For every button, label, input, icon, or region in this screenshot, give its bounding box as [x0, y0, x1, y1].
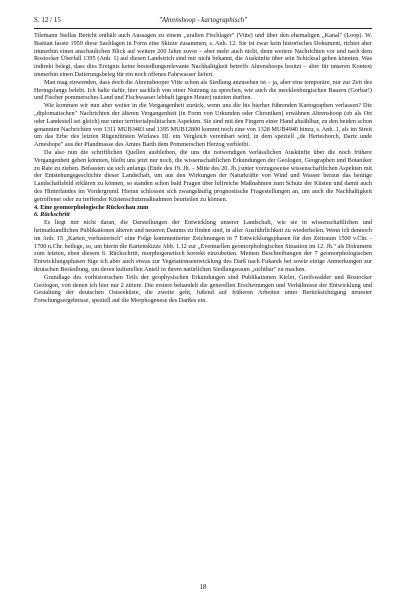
page-header	[34, 16, 372, 29]
document-body	[34, 32, 372, 305]
section-heading: 4. Eine geomorphologische Rückschau zum	[34, 203, 149, 211]
header-title: "Ahrenshoop - kartographisch"	[158, 16, 248, 24]
page-number: 18	[199, 583, 207, 591]
paragraph: Man mag einwenden, dass doch die Ahrenshooper Vitte schon als Siedlung anzusehen ist – ja, aber eine temporäre, nur zur Zeit des Heringsfangs belebt. Ich halte dafür, hier sachlich von einer Nutzung zu sprechen, wie auch die mecklenburgischen Bauern (Gorbar!) und Fischer pommersches Land und Fischwasser lebhaft (gegen Heuer) nutzten durften.	[34, 78, 372, 102]
paragraph: Wie kommen wir nun aber weiter in die Vergangenheit zurück, wenn uns die bis hierher führenden Kartographen verlassen? Die „diplomatischen" Nachrichten der älteren Vergangenheit (in Form von Urkunden oder Chroniken) erwähnen Ahrenshoop (ob als Ort oder Landestell sei gleich) nur unter territorialpolitischen Aspekten. Sie sind mit den Fingern einer Hand abzählbar, zu den beiden schon genannten Nachrichten von 1311 MUB3483 und 1395 MUB12800 kommt noch eine von 1328 MUB4940 hinzu, s. Anh. 1, als im Streit um das Erbe des letzten Rügenfürsten Wizlaws III. ein Vergleich vereinbart wird, in dem speziell „de Hertesborch, Dartz unde Arneshope" aus der Pfandmasse des Amtes Barth dem Pommerschen Herzog verbleibt.	[34, 102, 372, 149]
header-page-ref: S. 12 / 15	[34, 16, 61, 24]
paragraph: Grundlage des vorhistorischen Teils der geophysischen Erkundungen sind Publikationen Kieler, Greifswalder und Rostocker Geologen, von denen ich hier nur 2 zitiere. Die erstere behandelt die generellen Erscheinungen und Verhältnisse der Entwicklung und Gestaltung der deutschen Ostseeküste, die zweite geht, fußend auf früheren Arbeiten unter Berücksichtigung neuester Forschungsergebnisse, speziell auf die Morphogenese des Darßes ein.	[34, 273, 372, 305]
paragraph: Tilemann Stellas Bericht enthält auch Aussagen zu einem „uralten Fischlager" (Vitte) und über den ehemaligen „Kanal" (Loop). W. Bastian fasste 1959 diese Sachlagen in Form eine Skizze zusammen, s. Anh. 12. Sie ist zwar kein historisches Dokument, richtet aber immerhin einen anschaulichen Blick auf weitere 200 Jahre zuvor – aber mehr auch nicht, denn weitere Nachrichten vor und nach dem Rostocker Überfall 1395 (Anh. 1) auf diesen Landstrich sind mir nicht bekannt, die Auskünfte über sein Schicksal geben könnten. Was indirekt belegt, dass dies Ereignis keine besiedlungsrelevante Nachhaltigkeit betreffs Ahrenshoops besitzt – aber für unseren Kontext immerhin einen Datierungsbeleg für ein noch offenes Fahrwasser liefert.	[34, 32, 372, 78]
paragraph: Es liegt mir nicht daran, die Darstellungen der Entwicklung unserer Landschaft, wie sie in wissenschaftlichen und heimatkundlichen Publikationen älteren und neueren Datums zu finden sind, in aller Ausführlichkeit zu wiederholen. Wenn ich dennoch im Anh. 15 „Karten_vorhistorisch" eine Folge kommentierter Zeichnungen in 7 Entwicklungsphasen für den Zeitraum 1500 v.Chr. - 1700 n.Chr. beilege, so, um hierin die Kartenskizze Abb. 1.12 zur „Eventuellen geomorphologischen Situation im 12. Jh." als Dokument zum letzten, eben diesem 6. Rückschritt, morphogenetisch korrekt einzubetten. Meinen Beschreibungen der 7 geomorphologischen Entwicklungsphasen füge ich aber auch etwas zur Vegetationsentwicklung des Darß nach Fukarek bei sowie einige Anmerkungen zur deutschen Besiedlung, um deren kulturellen Anteil in ihrem natürlichen Siedlungsraum „sichtbar" zu machen.	[34, 219, 372, 273]
section-subheading: 6. Rückschritt	[34, 211, 70, 219]
paragraph: Da also nun die schriftlichen Quellen ausbleiben, die uns die notwendigen verlässlichen Auskünfte über die noch frühere Vergangenheit geben könnten, bleibt uns jetzt nur noch, die wissenschaftlichen Erkundungen der Geologen, Geographen und Botaniker zu Rate zu ziehen. Befassten sie sich anfangs (Ende des 19. Jh. – Mitte des 20. Jh.) unter vorzugsweise wissenschaftlichen Aspekten mit der Entstehungsgeschichte dieser Landschaft, um aus den Wirkungen der Naturkräfte von Wind und Wasser heraus das heutige Landschaftsbild erklären zu können, so standen schon bald Fragen über hilfreiche Maßnahmen zum Schutz der Küsten und damit auch des Hinterlandes im Vordergrund. Hieran schlossen sich zwangsläufig prognostische Fragestellungen an, um auch die Nachhaltigkeit getroffener oder zu treffender Küstenschutzmaßnahmen beurteilen zu können.	[34, 148, 372, 203]
